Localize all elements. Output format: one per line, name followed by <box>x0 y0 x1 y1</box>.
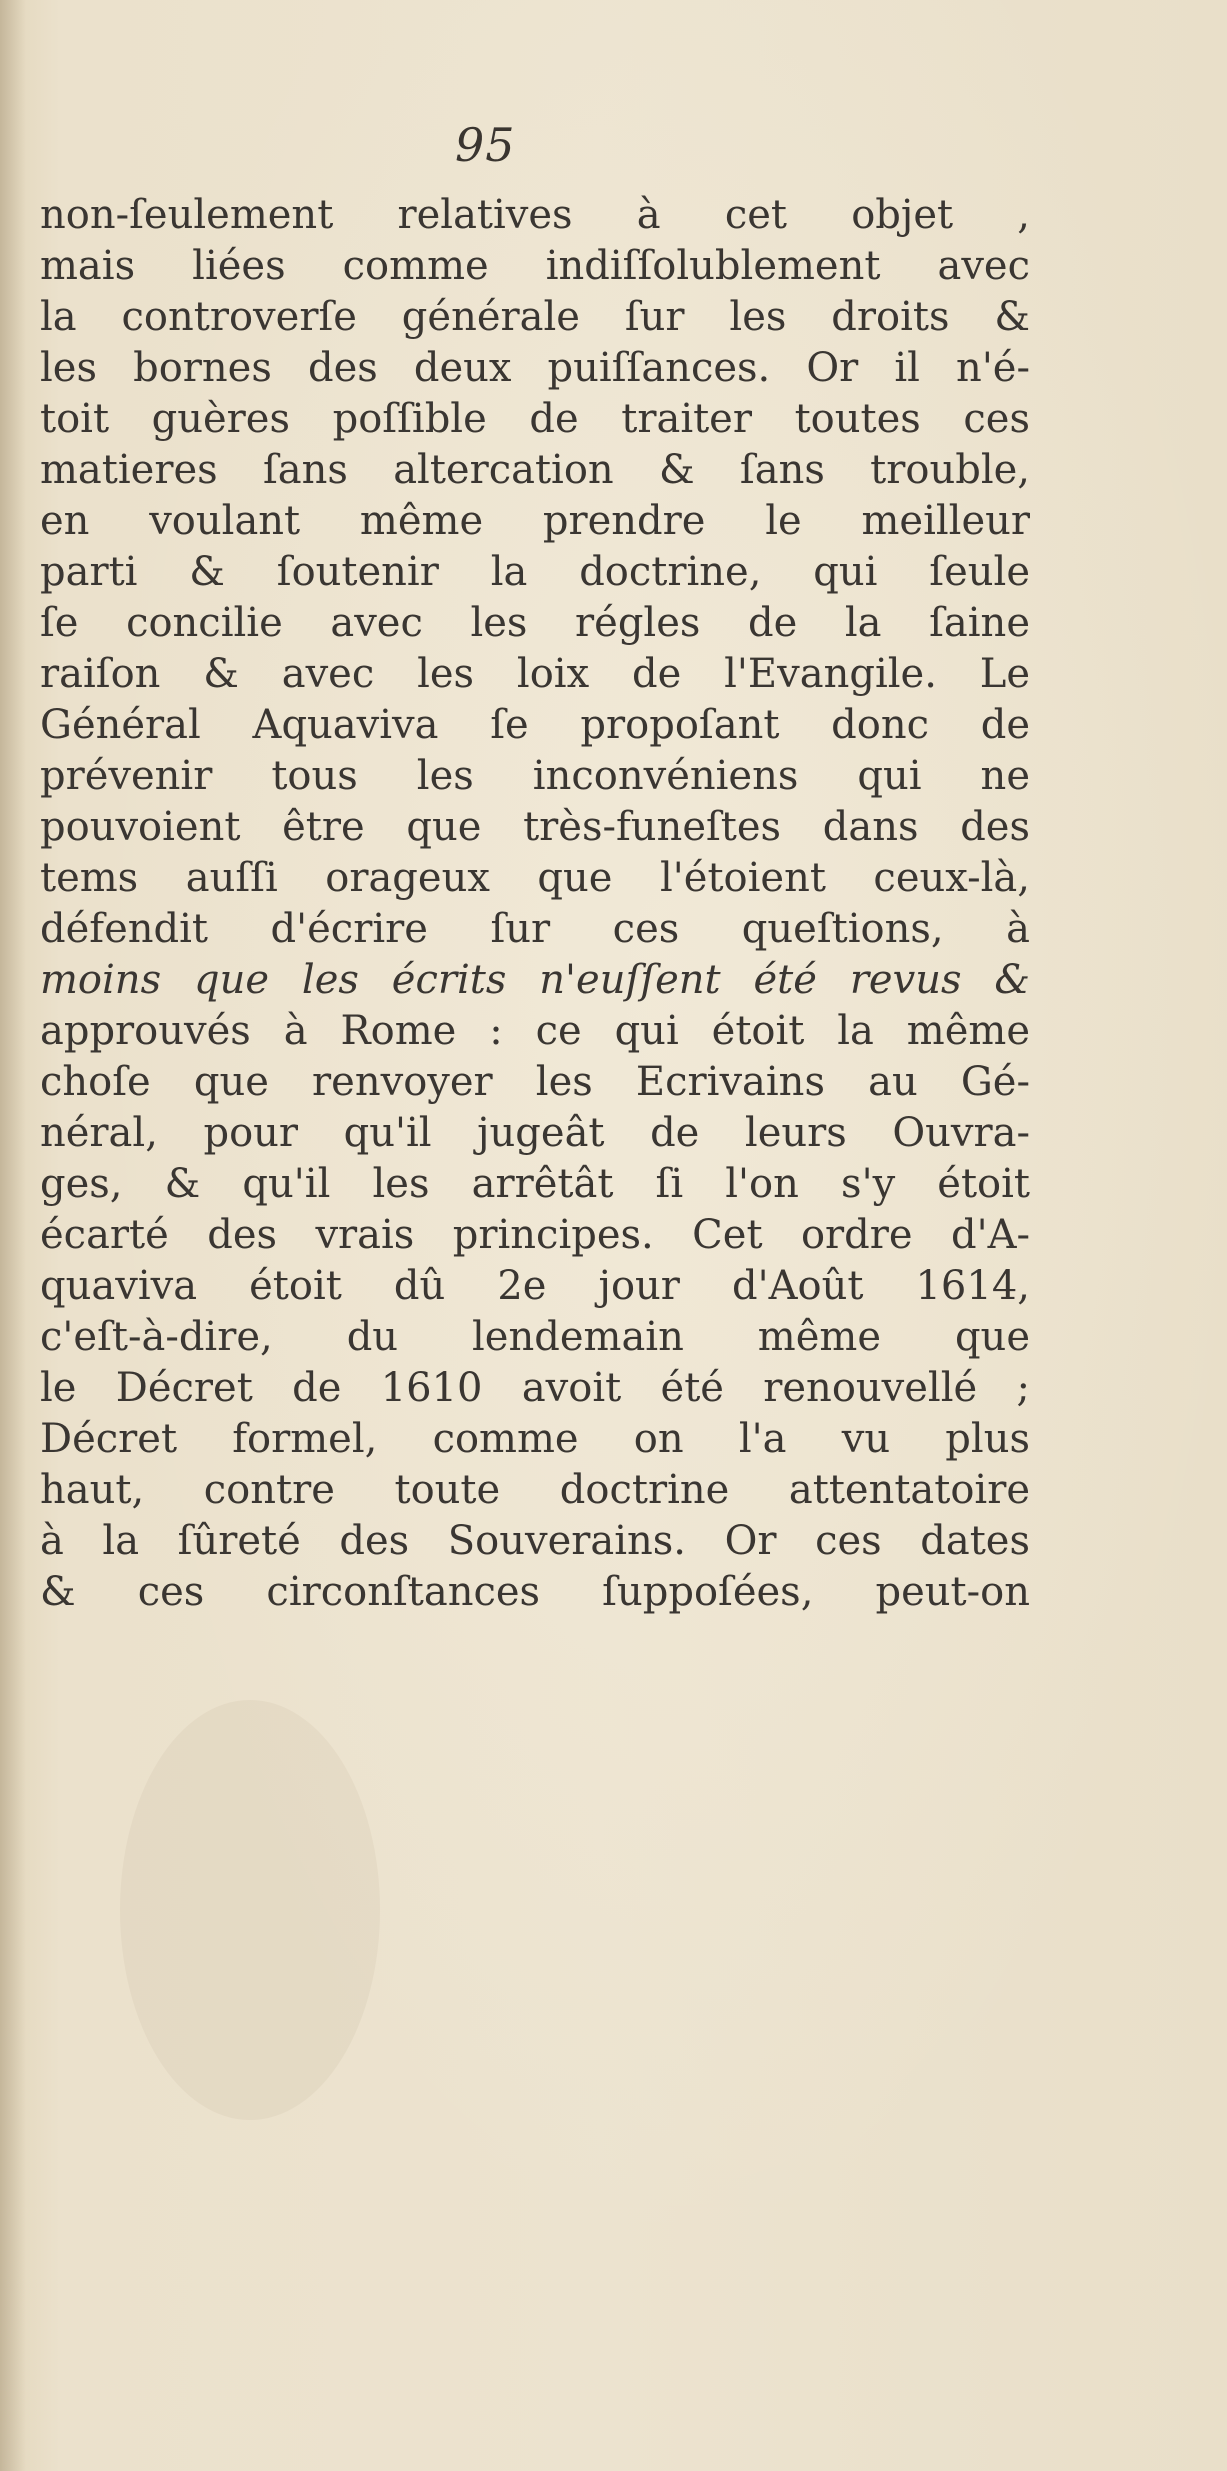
text-line: pouvoient être que très-funeſtes dans des <box>40 804 1030 850</box>
text-line: défendit d'écrire ſur ces queſtions, à <box>40 906 1030 952</box>
spine-shadow <box>0 0 26 2471</box>
text-line: en voulant même prendre le meilleur <box>40 498 1030 544</box>
text-line: à la ſûreté des Souverains. Or ces dates <box>40 1518 1030 1564</box>
text-line: parti & ſoutenir la doctrine, qui ſeule <box>40 549 1030 595</box>
text-line: la controverſe générale ſur les droits & <box>40 294 1030 340</box>
text-line: & ces circonſtances ſuppoſées, peut-on <box>40 1569 1030 1615</box>
text-line: néral, pour qu'il jugeât de leurs Ouvra- <box>40 1110 1030 1156</box>
text-line: ges, & qu'il les arrêtât ſi l'on s'y étoit <box>40 1161 1030 1207</box>
text-line: quaviva étoit dû 2e jour d'Août 1614, <box>40 1263 1030 1309</box>
text-line: Général Aquaviva ſe propoſant donc de <box>40 702 1030 748</box>
text-line: matieres ſans altercation & ſans trouble, <box>40 447 1030 493</box>
text-line: ſe concilie avec les régles de la ſaine <box>40 600 1030 646</box>
text-line: raiſon & avec les loix de l'Evangile. Le <box>40 651 1030 697</box>
text-line: toit guères poſſible de traiter toutes ces <box>40 396 1030 442</box>
text-line: prévenir tous les inconvéniens qui ne <box>40 753 1030 799</box>
text-line: non-ſeulement relatives à cet objet , <box>40 192 1030 238</box>
text-line: c'eſt-à-dire, du lendemain même que <box>40 1314 1030 1360</box>
paper-stain <box>120 1700 380 2120</box>
text-line: haut, contre toute doctrine attentatoire <box>40 1467 1030 1513</box>
text-line: mais liées comme indiſſolublement avec <box>40 243 1030 289</box>
text-line: écarté des vrais principes. Cet ordre d'A- <box>40 1212 1030 1258</box>
text-line: moins que les écrits n'euſſent été revus & <box>40 957 1030 1003</box>
text-line: approuvés à Rome : ce qui étoit la même <box>40 1008 1030 1054</box>
text-line: Décret formel, comme on l'a vu plus <box>40 1416 1030 1462</box>
page-number: 95 <box>455 118 516 172</box>
text-line: tems auſſi orageux que l'étoient ceux-là, <box>40 855 1030 901</box>
text-line: les bornes des deux puiſſances. Or il n'é- <box>40 345 1030 391</box>
body-text <box>40 190 1030 1618</box>
text-line: choſe que renvoyer les Ecrivains au Gé- <box>40 1059 1030 1105</box>
text-line: le Décret de 1610 avoit été renouvellé ; <box>40 1365 1030 1411</box>
